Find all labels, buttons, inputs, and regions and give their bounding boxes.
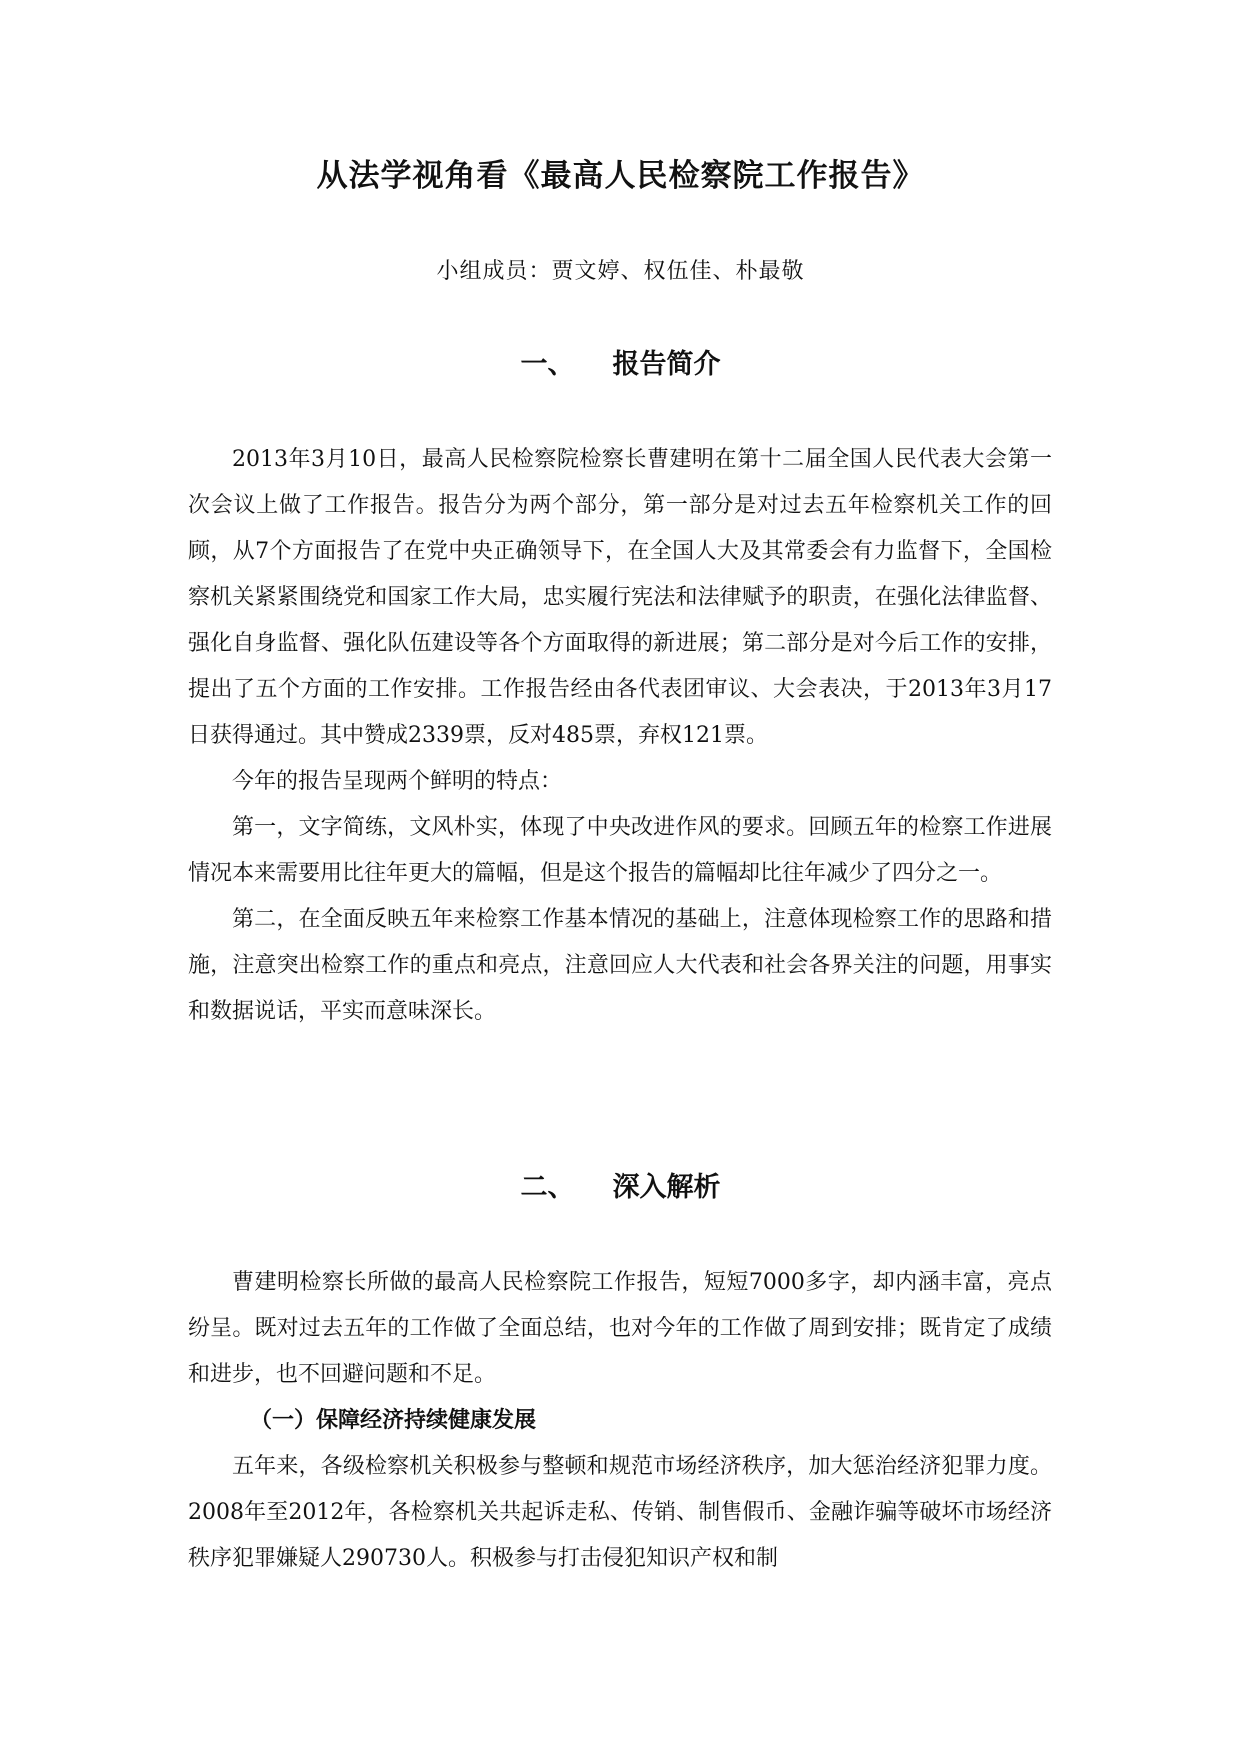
- section-body-analysis: [188, 1260, 1052, 1582]
- paragraph: 曹建明检察长所做的最高人民检察院工作报告，短短7000多字，却内涵丰富，亮点纷呈。既对过去五年的工作做了全面总结，也对今年的工作做了周到安排；既肯定了成绩和进步，也不回避问题和不足。: [188, 1270, 1052, 1387]
- section-body-intro: [188, 437, 1052, 1035]
- paragraph: 第二，在全面反映五年来检察工作基本情况的基础上，注意体现检察工作的思路和措施，注意突出检察工作的重点和亮点，注意回应人大代表和社会各界关注的问题，用事实和数据说话，平实而意味深长。: [188, 907, 1052, 1024]
- group-members: 小组成员：贾文婷、权伍佳、朴最敬: [436, 259, 805, 284]
- section-heading-analysis: [0, 1165, 1241, 1204]
- subsection-heading: （一）保障经济持续健康发展: [250, 1408, 537, 1433]
- paragraph: 第一，文字简练，文风朴实，体现了中央改进作风的要求。回顾五年的检察工作进展情况本来需要用比往年更大的篇幅，但是这个报告的篇幅却比往年减少了四分之一。: [188, 815, 1052, 886]
- section-title: 报告简介: [612, 349, 721, 380]
- paragraph: 五年来，各级检察机关积极参与整顿和规范市场经济秩序，加大惩治经济犯罪力度。2008年至2012年，各检察机关共起诉走私、传销、制售假币、金融诈骗等破坏市场经济秩序犯罪嫌疑人290730人。积极参与打击侵犯知识产权和制: [188, 1454, 1052, 1571]
- section-number: 一、: [520, 349, 575, 380]
- document-title: 从法学视角看《最高人民检察院工作报告》: [316, 158, 925, 194]
- section-number: 二、: [520, 1172, 575, 1203]
- paragraph: 今年的报告呈现两个鲜明的特点：: [232, 769, 563, 794]
- section-heading-intro: [0, 342, 1241, 381]
- paragraph: 2013年3月10日，最高人民检察院检察长曹建明在第十二届全国人民代表大会第一次会议上做了工作报告。报告分为两个部分，第一部分是对过去五年检察机关工作的回顾，从7个方面报告了在党中央正确领导下，在全国人大及其常委会有力监督下，全国检察机关紧紧围绕党和国家工作大局，忠实履行宪法和法律赋予的职责，在强化法律监督、强化自身监督、强化队伍建设等各个方面取得的新进展；第二部分是对今后工作的安排，提出了五个方面的工作安排。工作报告经由各代表团审议、大会表决，于2013年3月17日获得通过。其中赞成2339票，反对485票，弃权121票。: [188, 447, 1052, 748]
- section-title: 深入解析: [612, 1172, 721, 1203]
